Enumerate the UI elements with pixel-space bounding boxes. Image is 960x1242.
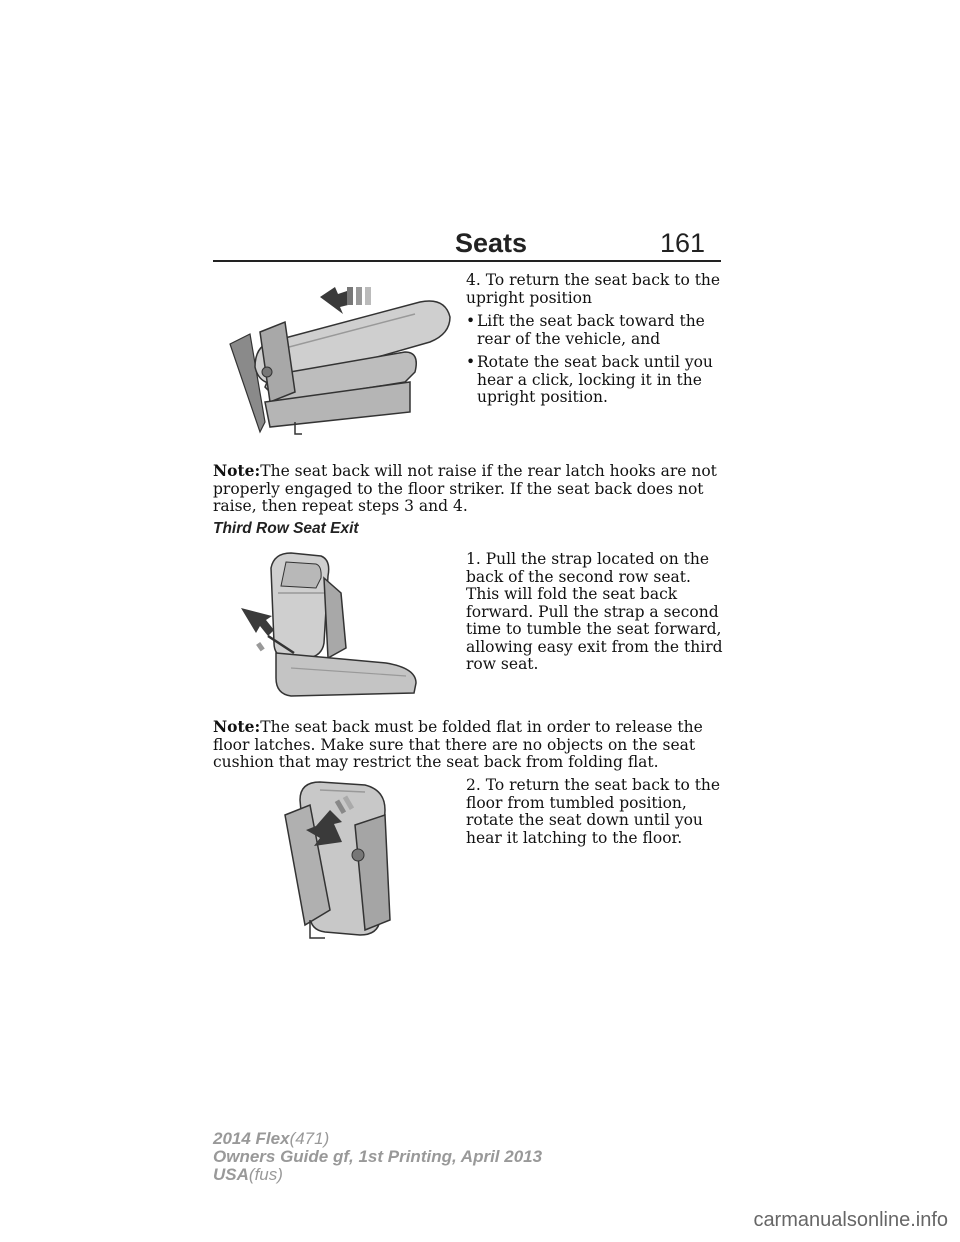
footer-line-1 xyxy=(213,1130,329,1148)
note-1 xyxy=(213,462,723,516)
seat-strap-illustration xyxy=(236,548,426,708)
bullet-icon: • xyxy=(466,353,476,371)
page-number: 161 xyxy=(660,228,706,258)
footer-model: 2014 Flex xyxy=(213,1129,290,1148)
note-2 xyxy=(213,718,723,772)
bullet-text: Lift the seat back toward the rear of the vehicle, and xyxy=(477,312,705,348)
bullet-icon: • xyxy=(466,312,476,330)
bullet-text: Rotate the seat back until you hear a click, locking it in the upright position. xyxy=(477,353,713,406)
note-label: Note: xyxy=(213,461,261,480)
footer-region: USA xyxy=(213,1165,249,1184)
note-text: The seat back must be folded flat in order to release the floor latches. Make sure that there are no objects on the seat cushion that may restrict the seat back from folding flat. xyxy=(213,718,703,771)
step-2-text: 2. To return the seat back to the floor from tumbled position, rotate the seat down until you hear it latching to the floor. xyxy=(466,776,721,847)
header-divider xyxy=(213,260,721,262)
footer-code: (471) xyxy=(289,1129,330,1148)
seat-fold-illustration xyxy=(210,272,460,442)
step-4-text: 4. To return the seat back to the upright position xyxy=(466,271,721,307)
step-4-block xyxy=(466,272,726,407)
list-item xyxy=(466,313,726,348)
subheading: Third Row Seat Exit xyxy=(213,520,359,537)
section-title: Seats xyxy=(455,228,528,258)
step-1-text: 1. Pull the strap located on the back of the second row seat. This will fold the seat back forward. Pull the strap a second time to tumble the seat forward, allowing easy exit from the third row seat. xyxy=(466,550,723,673)
seat-tumble-illustration xyxy=(270,770,410,945)
watermark: carmanualsonline.info xyxy=(753,1209,948,1231)
footer-line-3 xyxy=(213,1166,283,1184)
note-label: Note: xyxy=(213,717,261,736)
list-item xyxy=(466,354,726,407)
footer-line-2: Owners Guide gf, 1st Printing, April 2013 xyxy=(213,1147,543,1166)
footer-region-code: (fus) xyxy=(248,1165,283,1184)
note-text: The seat back will not raise if the rear latch hooks are not properly engaged to the floor striker. If the seat back does not raise, then repeat steps 3 and 4. xyxy=(213,462,717,515)
